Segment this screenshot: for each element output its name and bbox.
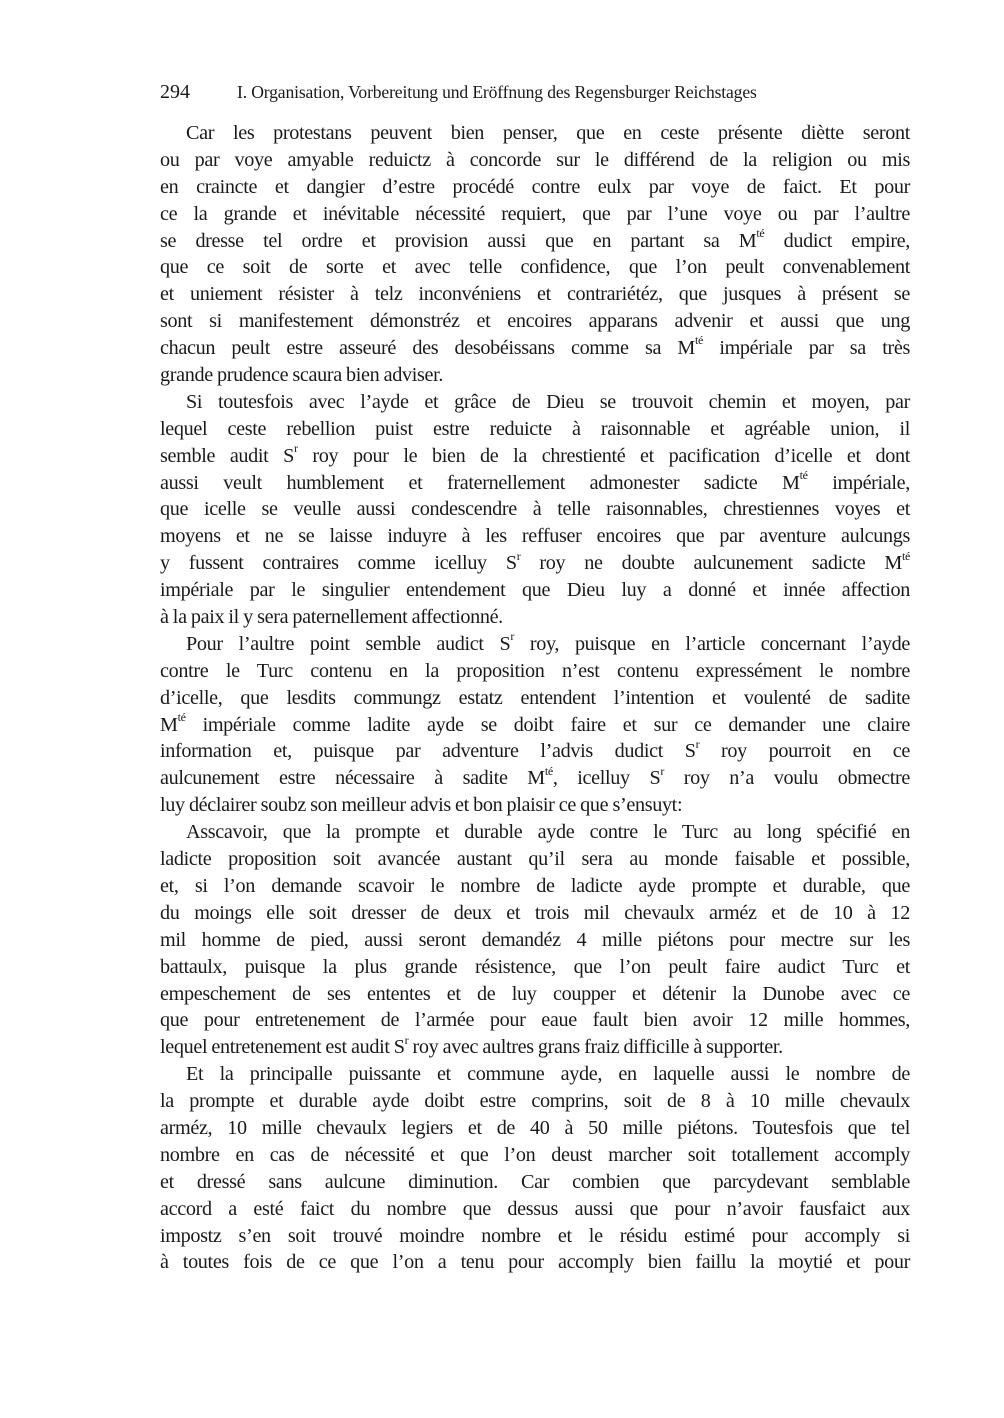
superscript: r: [660, 763, 664, 778]
body-text: [160, 120, 910, 1276]
text-line: ladicte proposition soit avancée austant qu’il sera au monde faisable et possible,: [160, 848, 910, 871]
text-line: semble audit $S^r$ roy pour le bien de la chrestienté et pacification d’icelle et dont: [160, 440, 911, 467]
superscript: té: [177, 709, 186, 724]
text-line: moyens et ne se laisse induyre à les reffuser encoires que par aventure aulcungs: [160, 525, 910, 548]
paragraph: [160, 389, 910, 631]
text-line: et uniement résister à telz inconvéniens et contrariétéz, que jusques à présent se: [160, 283, 910, 306]
superscript: té: [544, 763, 553, 778]
text-line: Asscavoir, que la prompte et durable ayde contre le Turc au long spécifié en: [186, 821, 910, 844]
paragraph: [160, 120, 910, 389]
page-number: 294: [160, 81, 190, 103]
text-line: Car les protestans peuvent bien penser, que en ceste présente diètte seront: [186, 122, 910, 144]
text-line: que ce soit de sorte et avec telle confidence, que l’on peult convenablement: [160, 256, 910, 279]
text-line: luy déclairer soubz son meilleur advis et bon plaisir ce que s’ensuyt:: [160, 794, 683, 817]
text-line: accord a esté faict du nombre que dessus aussi que pour n’avoir fausfaict aux: [160, 1197, 910, 1220]
running-header: [160, 79, 910, 105]
superscript: té: [799, 467, 808, 482]
paragraph: [160, 819, 910, 1061]
text-line: information et, puisque par adventure l’advis dudict $S^r$ roy pourroit en ce: [160, 736, 910, 763]
paragraph: [160, 1061, 910, 1276]
text-line: battaulx, puisque la plus grande résistence, que l’on peult faire audict Turc et: [160, 955, 910, 978]
text-line: grande prudence scaura bien adviser.: [160, 364, 444, 387]
superscript: té: [902, 548, 910, 563]
text-line: et dressé sans aulcune diminution. Car combien que parcydevant semblable: [160, 1170, 910, 1193]
text-line: à la paix il y sera paternellement affectionné.: [160, 606, 503, 629]
text-line: ce la grande et inévitable nécessité requiert, que par l’une voye ou par l’aultre: [160, 202, 910, 225]
text-line: $M^{té}$ impériale comme ladite ayde se doibt faire et sur ce demander une claire: [160, 709, 910, 736]
text-line: empeschement de ses ententes et de luy coupper et détenir la Dunobe avec ce: [160, 982, 910, 1005]
superscript: r: [516, 548, 521, 563]
text-line: que pour entretenement de l’armée pour eaue fault bien avoir 12 mille hommes,: [160, 1009, 910, 1032]
text-line: la prompte et durable ayde doibt estre comprins, soit de 8 à 10 mille chevaulx: [160, 1090, 910, 1113]
text-line: à toutes fois de ce que l’on a tenu pour accomply bien faillu la moytié et pour: [160, 1251, 910, 1274]
text-line: nombre en cas de nécessité et que l’on deust marcher soit totallement accomply: [160, 1143, 910, 1166]
running-title: I. Organisation, Vorbereitung und Eröffnung des Regensburger Reichstages: [237, 82, 757, 102]
text-line: impériale par le singulier entendement que Dieu luy a donné et innée affection: [160, 579, 910, 602]
text-line: impostz s’en soit trouvé moindre nombre et le résidu estimé pour accomply si: [160, 1224, 910, 1247]
text-line: d’icelle, que lesdits commungz estatz entendent l’intention et voulenté de sadite: [160, 686, 910, 709]
text-line: en craincte et dangier d’estre procédé contre eulx par voye de faict. Et pour: [160, 175, 910, 198]
text-line: mil homme de pied, aussi seront demandéz 4 mille piétons pour mectre sur les: [160, 928, 910, 951]
superscript: r: [404, 1032, 409, 1047]
text-line: du moings elle soit dresser de deux et trois mil chevaulx arméz et de 10 à 12: [160, 901, 910, 924]
text-line: Et la principalle puissante et commune ayde, en laquelle aussi le nombre de: [186, 1063, 910, 1086]
text-line: se dresse tel ordre et provision aussi que en partant sa $M^{té}$ dudict empire,: [160, 225, 910, 252]
text-line: Si toutesfois avec l’ayde et grâce de Dieu se trouvoit chemin et moyen, par: [186, 390, 910, 413]
text-line: arméz, 10 mille chevaulx legiers et de 40 à 50 mille piétons. Toutesfois que tel: [160, 1116, 910, 1139]
text-line: et, si l’on demande scavoir le nombre de ladicte ayde prompte et durable, que: [160, 874, 910, 897]
superscript: té: [756, 225, 765, 240]
superscript: té: [695, 333, 703, 348]
text-line: lequel entretenement est audit $S^r$ roy avec aultres grans fraiz difficille à supporter.: [160, 1032, 783, 1059]
text-line: que icelle se veulle aussi condescendre à telle raisonnables, chrestiennes voyes et: [160, 498, 910, 521]
text-line: lequel ceste rebellion puist estre reduicte à raisonnable et agréable union, il: [160, 417, 910, 440]
superscript: r: [695, 736, 700, 751]
text-line: ou par voye amyable reduictz à concorde sur le différend de la religion ou mis: [160, 148, 910, 171]
text-line: chacun peult estre asseuré des desobéissans comme sa $M^{té}$ impériale par sa très: [160, 333, 910, 360]
text-line: sont si manifestement démonstréz et encoires apparans advenir et aussi que ung: [160, 310, 910, 333]
text-line: aulcunement estre nécessaire à sadite $M^{té}$, icelluy $S^r$ roy n’a voulu obmectre: [160, 763, 910, 790]
text-line: contre le Turc contenu en la proposition n’est contenu expressément le nombre: [160, 659, 910, 682]
text-line: y fussent contraires comme icelluy $S^r$ roy ne doubte aulcunement sadicte $M^{té}$: [160, 548, 910, 575]
text-line: aussi veult humblement et fraternellement admonester sadicte $M^{té}$ impériale,: [160, 467, 910, 494]
superscript: r: [510, 629, 515, 644]
superscript: r: [294, 440, 298, 455]
paragraph: [160, 631, 910, 819]
text-line: Pour l’aultre point semble audict $S^r$ roy, puisque en l’article concernant l’ayde: [186, 629, 910, 655]
